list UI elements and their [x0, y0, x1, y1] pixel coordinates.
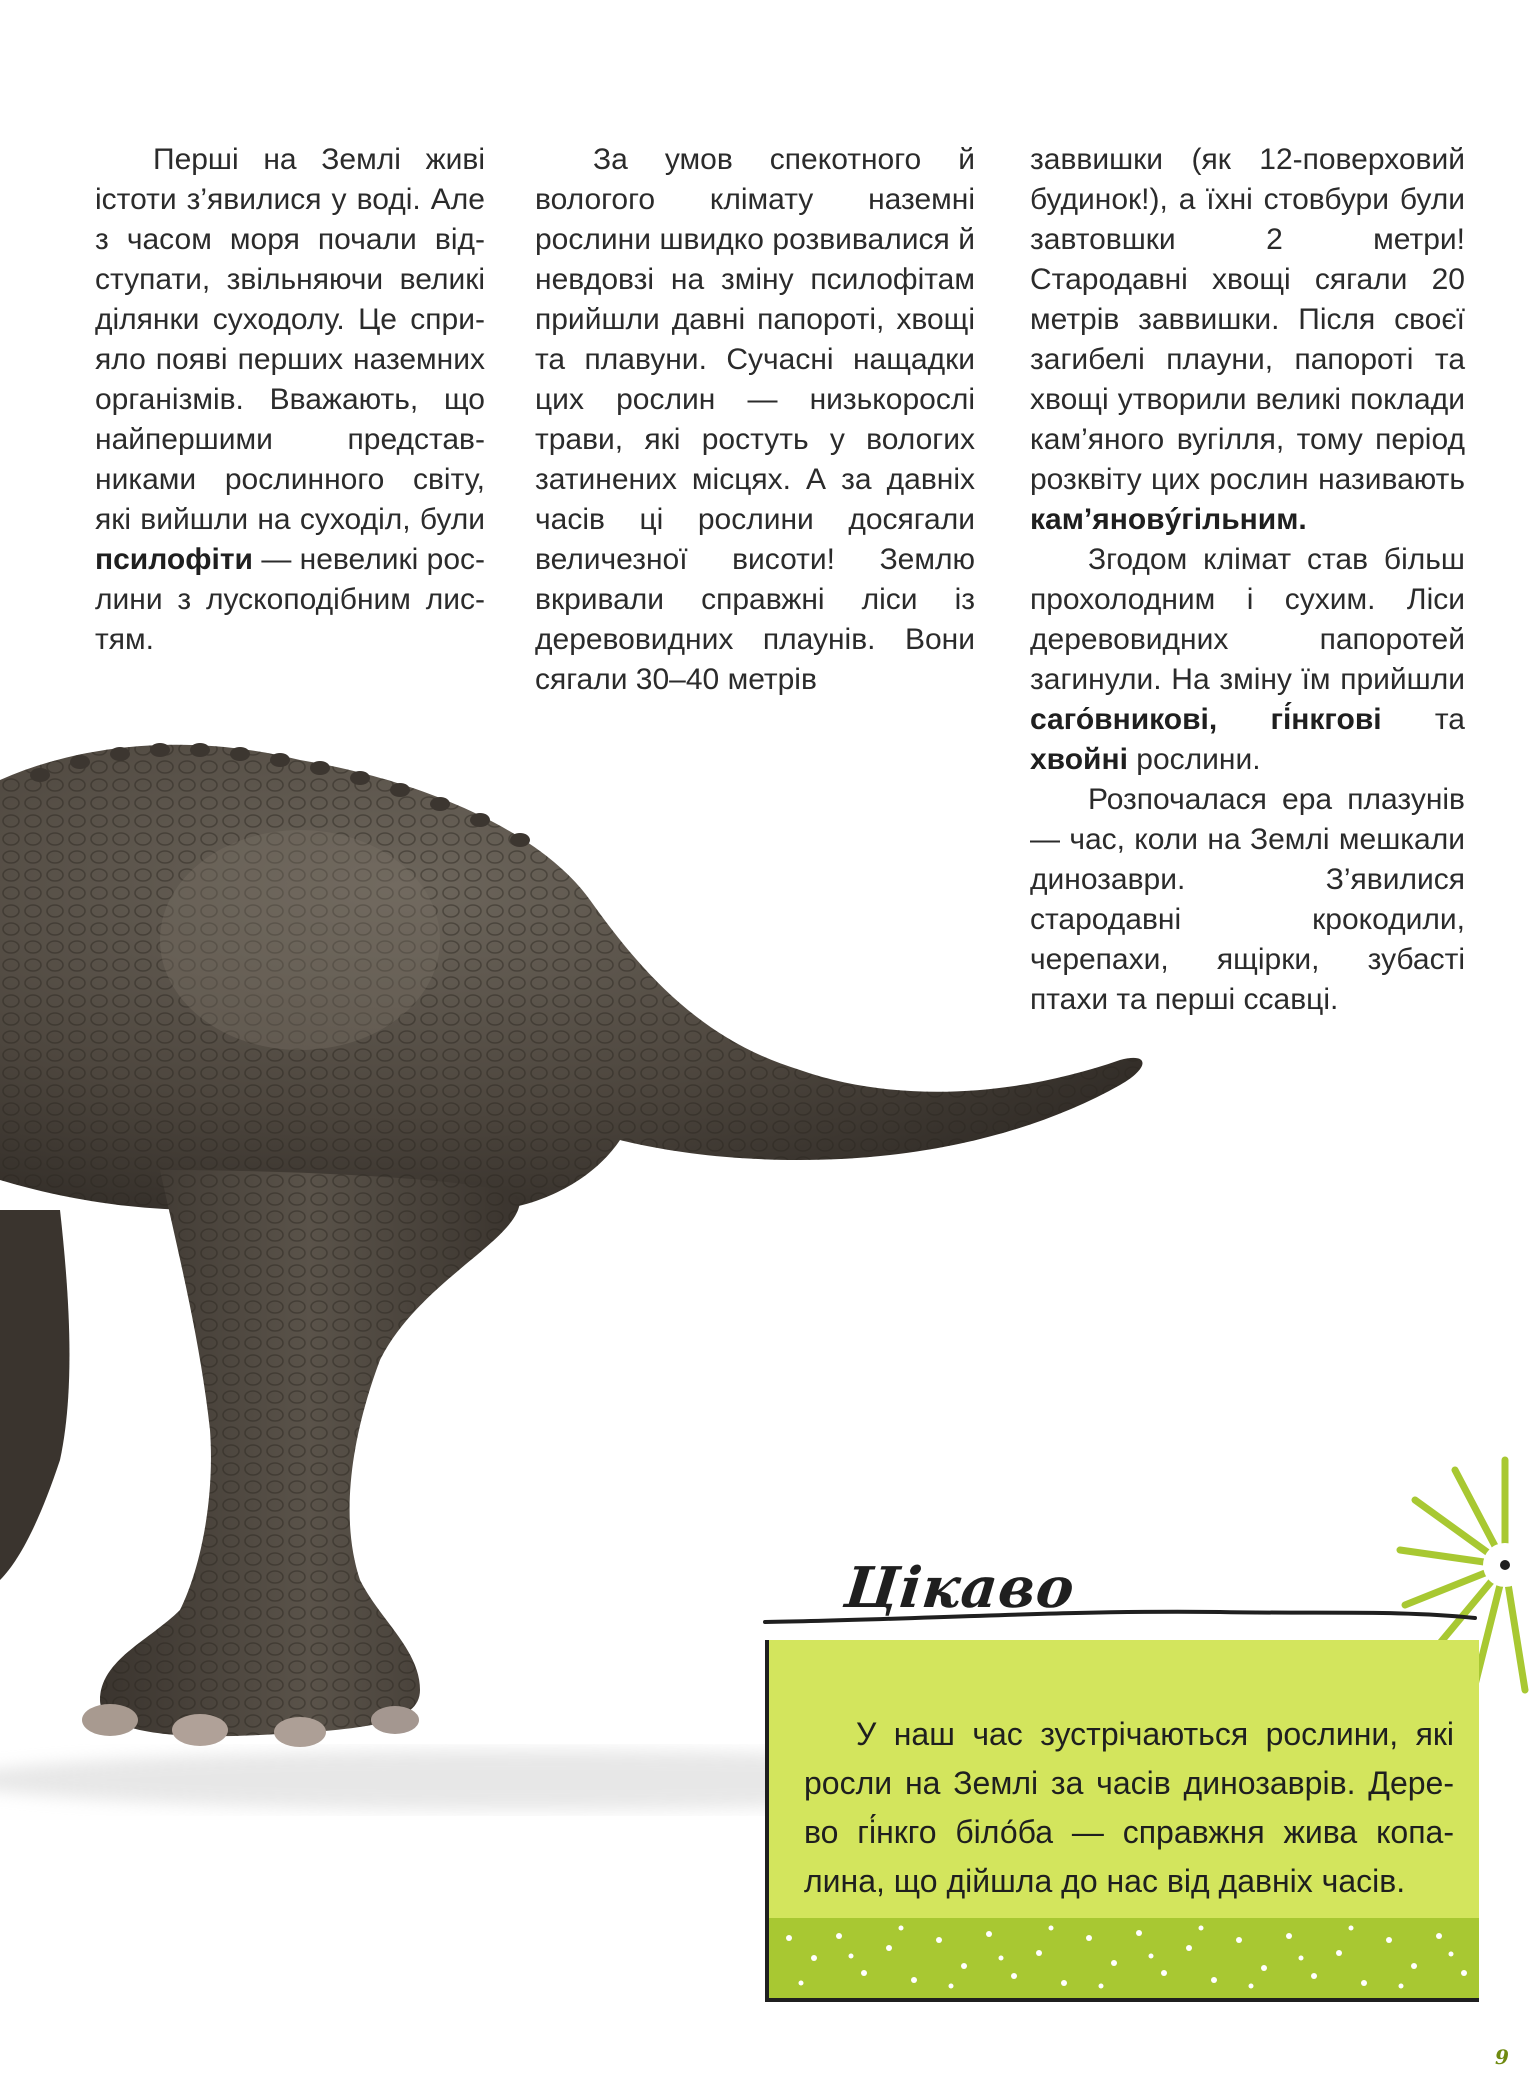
fact-text: У наш час зустрічаються рослини, які росли на Землі за часів динозаврів. Дерево гі́нкго біло́ба — справжня жива копалина, що дійшла до нас від давніх часів.: [804, 1716, 1454, 1899]
term-cycads-ginkgos: саго́вникові, гі́нкгові: [1030, 703, 1382, 736]
fact-box: [765, 1640, 1479, 2002]
term-psilophytes: псилофіти: [95, 543, 253, 576]
paragraph: Розпочалася ера плазунів — час, коли на Землі мешкали динозаври. З’явилися стародавні крокодили, черепахи, ящірки, зубасті птахи та перші ссавці.: [1030, 783, 1465, 1016]
page-number: 9: [1495, 2045, 1509, 2069]
term-conifers: хвойні: [1030, 743, 1128, 776]
title-underline: [760, 1600, 1480, 1630]
paragraph: заввишки (як 12-поверховий будинок!), а їхні стовбури були завтовшки 2 метри! Стародавні хвощі сягали 20 метрів заввишки. Після своєї загибелі плауни, папороті та хвощі утворили великі поклади кам’яного вугілля, тому період розквіту цих рослин називають кам’яновýгільним.: [1030, 143, 1465, 536]
term-carboniferous: кам’яновýгільним.: [1030, 503, 1307, 536]
text-column-2: [535, 140, 975, 700]
paragraph: Згодом клімат став більш прохолодним і сухим. Ліси деревовидних папоротей загинули. На зміну їм прийшли саго́вникові, гі́нкгові та хвойні рослини.: [1030, 543, 1465, 776]
text-column-1: [95, 140, 485, 660]
fact-title: Цікаво: [841, 1555, 1079, 1621]
dots-pattern: [769, 1918, 1479, 1998]
paragraph: Перші на Землі живі істоти з’явилися у воді. Але з часом моря почали відступати, звільняючи великі ділянки суходолу. Це сприяло появі перших наземних організмів. Вважають, що найпершими представниками рослинного світу, які вийшли на суходіл, були псилофіти — невеликі рослини з лускоподібним листям.: [95, 143, 485, 656]
paragraph: За умов спекотного й вологого клімату наземні рослини швидко розвивалися й невдовзі на зміну псилофітам прийшли давні папороті, хвощі та плавуни. Сучасні нащадки цих рослин — низькорослі трави, які ростуть у вологих затинених місцях. А за давніх часів ці рослини досягали величезної висоти! Землю вкривали справжні ліси із деревовидних плаунів. Вони сягали 30–40 метрів: [535, 143, 975, 696]
